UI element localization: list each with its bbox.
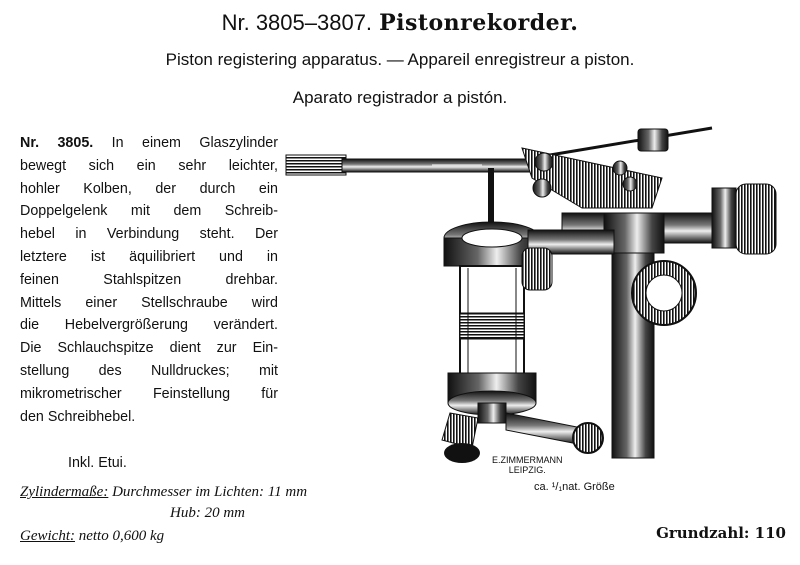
description-line: feinen Stahlspitzen drehbar. (20, 271, 278, 288)
weight-spec (20, 528, 164, 545)
cylinder-label: Zylindermaße: (20, 484, 109, 500)
subtitle-english-french: Piston registering apparatus. — Appareil enregistreur a piston. (165, 50, 635, 69)
description-line: letztere ist äquilibriert und in (20, 248, 278, 265)
description-line: hebel in Verbindung steht. Der (20, 226, 278, 243)
scale-note: ca. ¹/₁nat. Größe (534, 481, 615, 493)
description-text (20, 132, 278, 428)
description-line: mikrometrischer Feinstellung für (20, 385, 278, 402)
catalog-number: Nr. 3805–3807. (221, 10, 373, 35)
description-line: den Schreibhebel. (20, 408, 136, 425)
description-line: Mittels einer Stellschraube wird (20, 294, 278, 311)
product-title: Pistonrekorder. (379, 10, 579, 36)
description-line: Doppelgelenk mit dem Schreib- (20, 203, 278, 220)
cylinder-diameter: Durchmesser im Lichten: 11 mm (112, 484, 308, 500)
subtitle-spanish: Aparato registrador a pistón. (292, 88, 508, 107)
grundzahl: Grundzahl: 110 (656, 524, 786, 542)
description-line: stellung des Nulldruckes; mit (20, 362, 278, 379)
maker-signature: E.ZIMMERMANN LEIPZIG. (492, 455, 563, 475)
description-line: Die Schlauchspitze dient zur Ein- (20, 340, 278, 357)
etui-note: Inkl. Etui. (68, 455, 127, 471)
page-title (0, 10, 800, 36)
cylinder-stroke: Hub: 20 mm (170, 505, 245, 521)
weight-value: netto 0,600 kg (78, 528, 165, 544)
description-line: hohler Kolben, der durch ein (20, 180, 278, 197)
weight-label: Gewicht: (20, 528, 75, 544)
apparatus-illustration (282, 118, 790, 478)
description-line: die Hebelvergrößerung verändert. (20, 317, 278, 334)
item-number: Nr. 3805. (20, 135, 94, 151)
description-line: Nr. 3805. In einem Glaszylinder (20, 135, 278, 151)
description-line: bewegt sich ein sehr leichter, (20, 157, 278, 174)
cylinder-dimensions (20, 484, 307, 501)
